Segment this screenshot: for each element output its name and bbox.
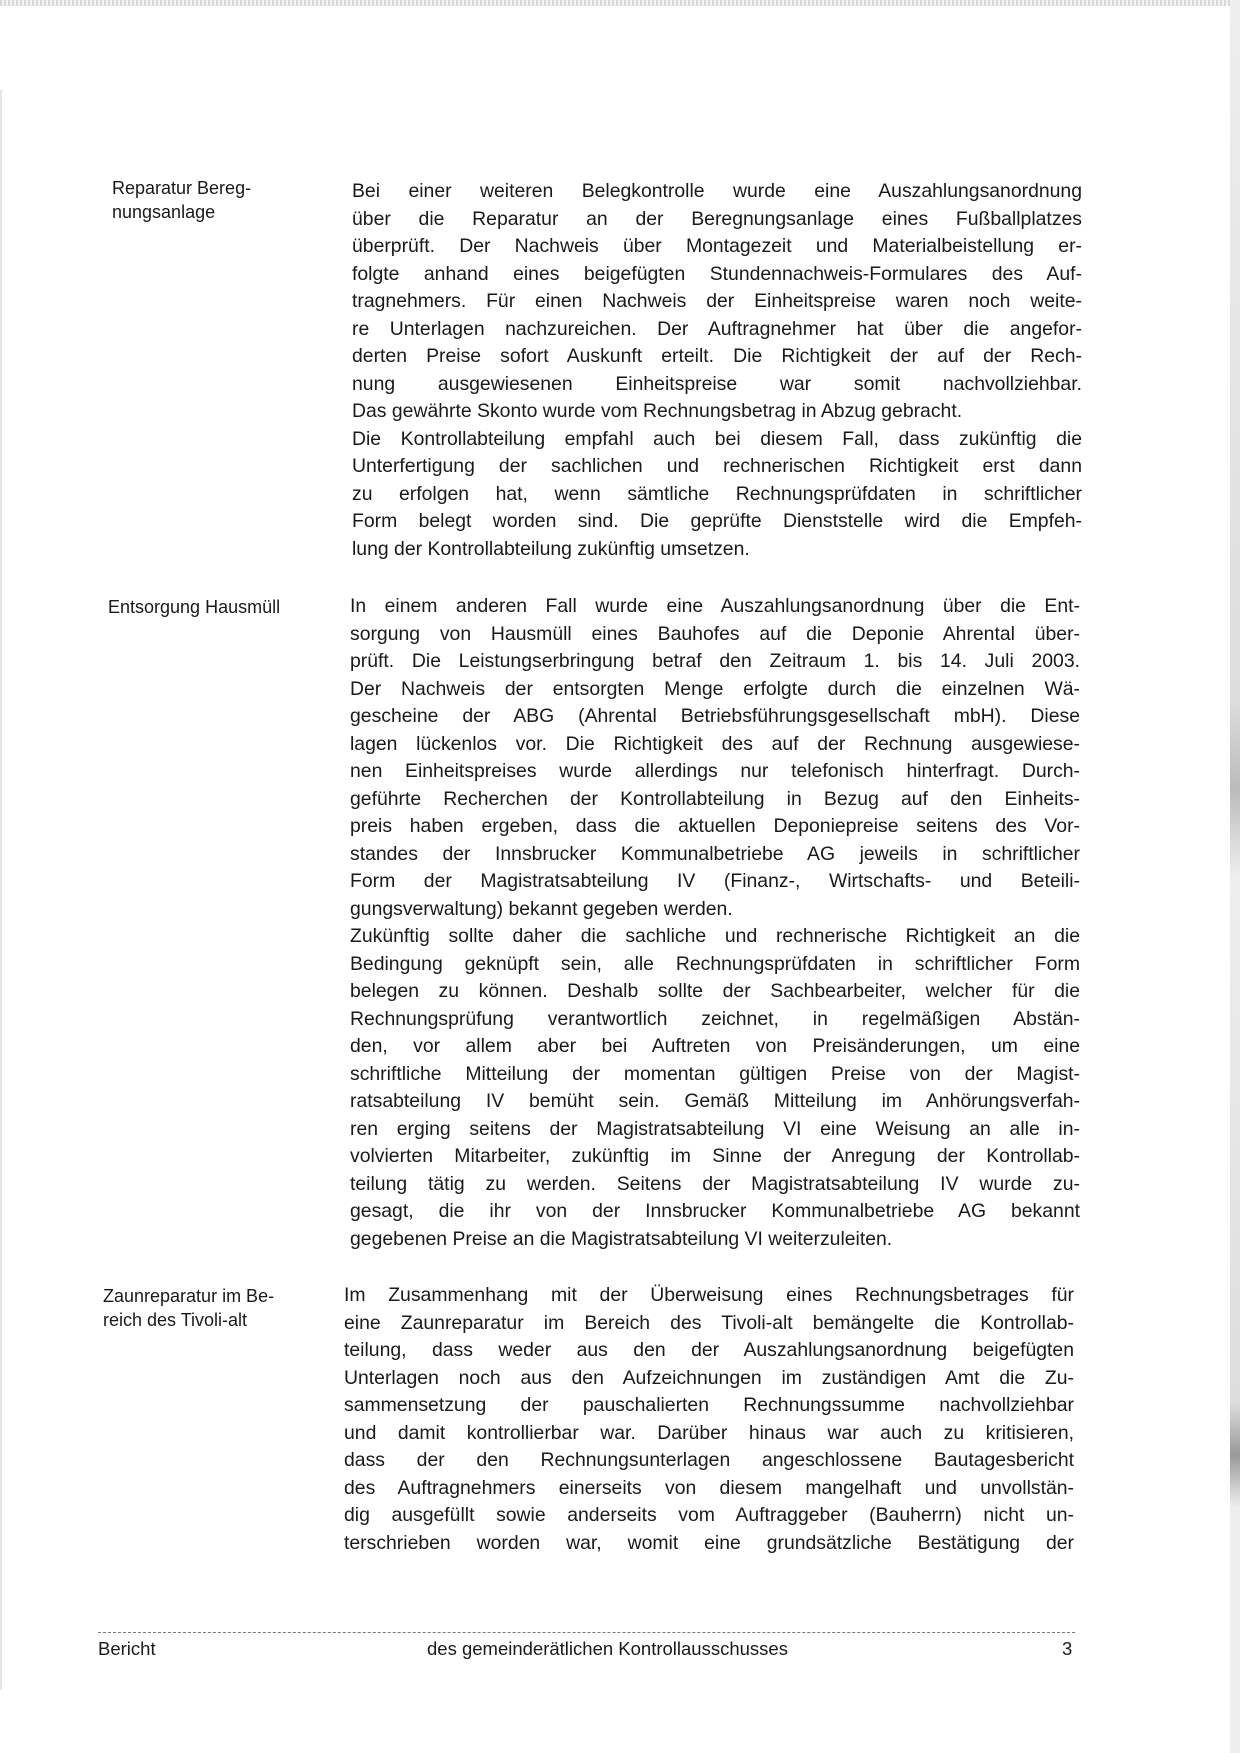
paragraph [350, 593, 1080, 923]
paragraph [350, 923, 1080, 1253]
text-line: Form der Magistratsabteilung IV (Finanz-, Wirtschafts- und Beteili- [350, 870, 1080, 892]
text-line: schriftliche Mitteilung der momentan gültigen Preise von der Magist- [350, 1062, 1080, 1085]
margin-label-line: Zaunreparatur im Be- [103, 1286, 275, 1306]
margin-label-line: nungsanlage [112, 202, 216, 222]
paragraph [352, 426, 1082, 564]
text-line: standes der Innsbrucker Kommunalbetriebe AG jeweils in schriftlicher [350, 842, 1080, 865]
text-line: folgte anhand eines beigefügten Stundennachweis-Formulares des Auf- [352, 262, 1082, 285]
text-line: Unterfertigung der sachlichen und rechnerischen Richtigkeit erst dann [352, 455, 1082, 477]
text-line: tragnehmers. Für einen Nachweis der Einheitspreise waren noch weite- [352, 290, 1082, 312]
margin-label-line: Entsorgung Hausmüll [108, 597, 281, 617]
text-line: ren erging seitens der Magistratsabteilung VI eine Weisung an alle in- [350, 1117, 1080, 1140]
text-line: gegebenen Preise an die Magistratsabteilung VI weiterzuleiten. [350, 1227, 893, 1250]
margin-label-line: Reparatur Bereg- [112, 178, 252, 198]
text-line: gungsverwaltung) bekannt gegeben werden. [350, 897, 733, 920]
text-line: teilung, dass weder aus den der Auszahlungsanordnung beigefügten [344, 1339, 1074, 1361]
text-line: geführte Recherchen der Kontrollabteilung in Bezug auf den Einheits- [350, 787, 1080, 810]
text-line: Im Zusammenhang mit der Überweisung eines Rechnungsbetrages für [344, 1284, 1074, 1306]
footer-left: Bericht [98, 1638, 156, 1659]
text-line: über die Reparatur an der Beregnungsanlage eines Fußballplatzes [352, 207, 1082, 230]
text-line: lung der Kontrollabteilung zukünftig umsetzen. [352, 537, 750, 560]
text-line: Form belegt worden sind. Die geprüfte Dienststelle wird die Empfeh- [352, 510, 1082, 532]
text-line: zu erfolgen hat, wenn sämtliche Rechnungsprüfdaten in schriftlicher [352, 482, 1082, 505]
paragraph [352, 178, 1082, 426]
text-line: teilung tätig zu werden. Seitens der Magistratsabteilung IV wurde zu- [350, 1172, 1080, 1195]
text-line: Unterlagen noch aus den Aufzeichnungen im zuständigen Amt die Zu- [344, 1366, 1074, 1389]
text-line: prüft. Die Leistungserbringung betraf den Zeitraum 1. bis 14. Juli 2003. [350, 650, 1080, 672]
text-line: Der Nachweis der entsorgten Menge erfolgte durch die einzelnen Wä- [350, 677, 1080, 700]
text-line: nung ausgewiesenen Einheitspreise war somit nachvollziehbar. [352, 372, 1082, 395]
text-line: Bei einer weiteren Belegkontrolle wurde eine Auszahlungsanordnung [352, 180, 1082, 202]
text-line: dass der den Rechnungsunterlagen angeschlossene Bautagesbericht [344, 1449, 1074, 1471]
text-line: Die Kontrollabteilung empfahl auch bei diesem Fall, dass zukünftig die [352, 427, 1082, 450]
text-line: ratsabteilung IV bemüht sein. Gemäß Mitteilung im Anhörungsverfah- [350, 1090, 1080, 1112]
text-line: Bedingung geknüpft sein, alle Rechnungsprüfdaten in schriftlicher Form [350, 952, 1080, 975]
text-line: sammensetzung der pauschalierten Rechnungssumme nachvollziehbar [344, 1394, 1074, 1416]
text-line: Rechnungsprüfung verantwortlich zeichnet, in regelmäßigen Abstän- [350, 1007, 1080, 1030]
scan-edge-top [0, 0, 1240, 6]
text-line: re Unterlagen nachzureichen. Der Auftragnehmer hat über die angefor- [352, 317, 1082, 340]
section-body [350, 593, 1080, 1253]
scan-edge-left [0, 90, 2, 1690]
text-line: volvierten Mitarbeiter, zukünftig im Sinne der Anregung der Kontrollab- [350, 1145, 1080, 1167]
text-line: Zukünftig sollte daher die sachliche und rechnerische Richtigkeit an die [350, 925, 1080, 947]
text-line: belegen zu können. Deshalb sollte der Sachbearbeiter, welcher für die [350, 980, 1080, 1002]
text-line: gescheine der ABG (Ahrental Betriebsführungsgesellschaft mbH). Diese [350, 705, 1080, 727]
section-body [352, 178, 1082, 563]
text-line: sorgung von Hausmüll eines Bauhofes auf die Deponie Ahrental über- [350, 622, 1080, 645]
margin-label [108, 595, 328, 619]
text-line: überprüft. Der Nachweis über Montagezeit und Materialbeistellung er- [352, 235, 1082, 257]
page-number: 3 [1062, 1638, 1073, 1659]
text-line: und damit kontrollierbar war. Darüber hinaus war auch zu kritisieren, [344, 1421, 1074, 1444]
scan-edge-right [1230, 0, 1240, 1753]
text-line: derten Preise sofort Auskunft erteilt. Die Richtigkeit der auf der Rech- [352, 345, 1082, 367]
text-line: gesagt, die ihr von der Innsbrucker Kommunalbetriebe AG bekannt [350, 1200, 1080, 1222]
margin-label-line: reich des Tivoli-alt [103, 1310, 248, 1330]
text-line: Das gewährte Skonto wurde vom Rechnungsbetrag in Abzug gebracht. [352, 400, 963, 422]
text-line: dig ausgefüllt sowie anderseits vom Auftraggeber (Bauherrn) nicht un- [344, 1504, 1074, 1526]
text-line: preis haben ergeben, dass die aktuellen Deponiepreise seitens des Vor- [350, 815, 1080, 837]
margin-label [112, 176, 332, 224]
text-line: des Auftragnehmers einerseits von diesem mangelhaft und unvollstän- [344, 1476, 1074, 1499]
text-line: In einem anderen Fall wurde eine Auszahlungsanordnung über die Ent- [350, 595, 1080, 617]
text-line: den, vor allem aber bei Auftreten von Preisänderungen, um eine [350, 1035, 1080, 1057]
text-line: lagen lückenlos vor. Die Richtigkeit des auf der Rechnung ausgewiese- [350, 732, 1080, 755]
text-line: nen Einheitspreises wurde allerdings nur telefonisch hinterfragt. Durch- [350, 760, 1080, 782]
footer-center: des gemeinderätlichen Kontrollausschusses [427, 1638, 788, 1659]
margin-label [103, 1284, 323, 1332]
text-line: eine Zaunreparatur im Bereich des Tivoli-alt bemängelte die Kontrollab- [344, 1311, 1074, 1334]
text-line: terschrieben worden war, womit eine grundsätzliche Bestätigung der [344, 1531, 1074, 1554]
section-body [344, 1282, 1074, 1557]
footer-divider [98, 1632, 1075, 1633]
paragraph [344, 1282, 1074, 1557]
